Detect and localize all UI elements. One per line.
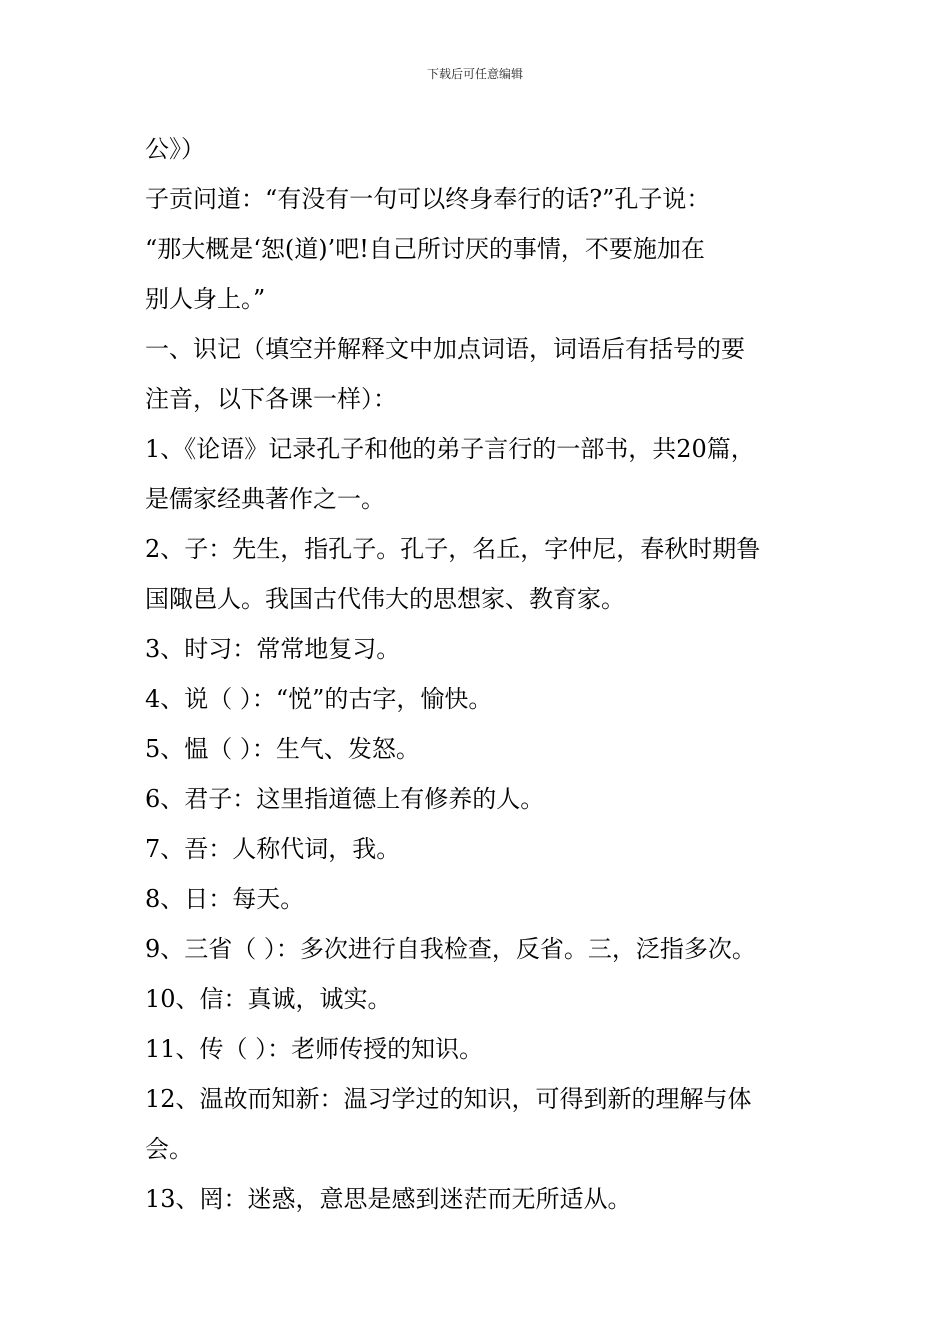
list-item: 8、日：每天。: [145, 885, 305, 913]
text-line: 国陬邑人。我国古代伟大的思想家、教育家。: [145, 585, 625, 613]
list-item: 11、传（ ）：老师传授的知识。: [145, 1035, 484, 1063]
page-header: 下载后可任意编辑: [426, 67, 523, 81]
document-body: [145, 124, 815, 1224]
text-line: 别人身上。”: [145, 285, 266, 313]
list-item: 4、说（ ）：“悦”的古字，愉快。: [145, 685, 493, 713]
list-item: 1、《论语》记录孔子和他的弟子言行的一部书，共20篇，: [145, 435, 755, 463]
list-item: 5、愠（ ）：生气、发怒。: [145, 735, 420, 763]
list-item: 6、君子：这里指道德上有修养的人。: [145, 785, 545, 813]
list-item: 12、温故而知新：温习学过的知识，可得到新的理解与体: [145, 1085, 752, 1113]
text-line: 是儒家经典著作之一。: [145, 485, 385, 513]
text-line: 公》）: [145, 135, 205, 163]
list-item: 10、信：真诚，诚实。: [145, 985, 392, 1013]
section-heading: 一、识记（填空并解释文中加点词语，词语后有括号的要: [145, 335, 745, 363]
list-item: 2、子：先生，指孔子。孔子，名丘，字仲尼，春秋时期鲁: [145, 535, 761, 563]
text-line: 子贡问道：“有没有一句可以终身奉行的话?”孔子说：: [145, 185, 711, 213]
list-item: 3、时习：常常地复习。: [145, 635, 401, 663]
list-item: 9、三省（ ）：多次进行自我检查，反省。三，泛指多次。: [145, 935, 756, 963]
text-line: “那大概是‘恕(道)’吧!自己所讨厌的事情，不要施加在: [145, 235, 705, 263]
list-item: 7、吾：人称代词，我。: [145, 835, 401, 863]
text-line: 会。: [145, 1135, 193, 1163]
list-item: 13、罔：迷惑，意思是感到迷茫而无所适从。: [145, 1185, 632, 1213]
text-line: 注音，以下各课一样）：: [145, 385, 397, 413]
